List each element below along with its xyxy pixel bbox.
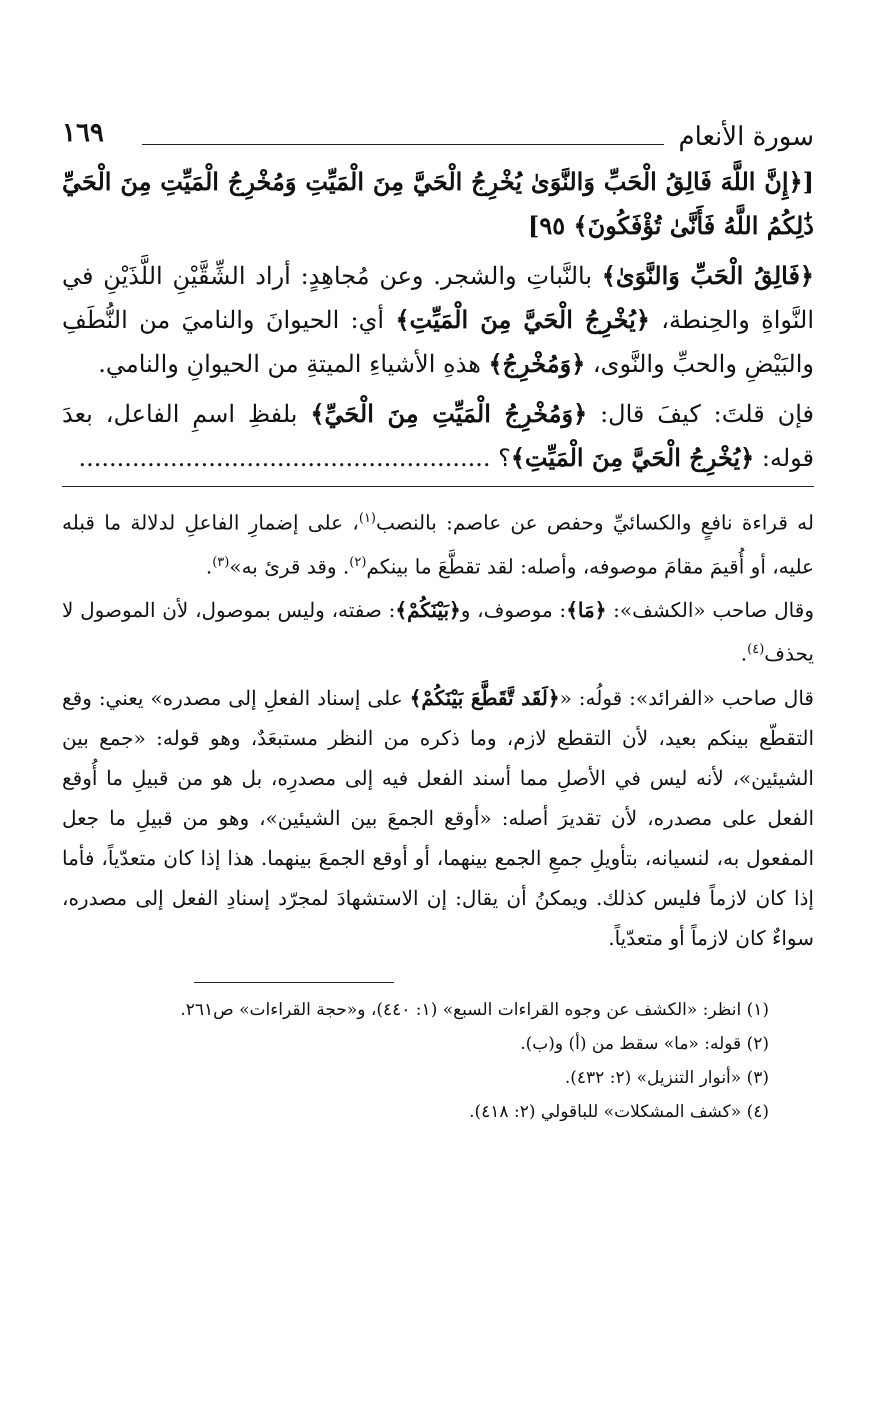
text: : موصوف، و [460,598,567,623]
commentary-paragraph-1 [62,499,814,586]
commentary-paragraph-3 [62,678,814,958]
footnote-ref-4: (٤) [747,642,765,658]
text: . [740,641,748,666]
text: بالنَّباتِ والشجر. وعن مُجاهِدٍ: أراد الشِّقَّيْنِ اللَّذَيْنِ في النَّواةِ والحِنطة، [62,262,815,334]
text: : صفته، وليس بموصول، لأن الموصول لا يحذف [62,598,814,666]
text: وقال صاحب «الكشف»: [606,598,814,623]
page [62,110,814,1129]
text: بلفظِ اسمِ الفاعل، بعدَ قوله: [62,400,814,472]
quote: ﴿بَيْنَكُمْ﴾ [395,598,461,623]
footnotes [62,993,769,1129]
main-text [62,160,814,480]
footnote-ref-3: (٣) [212,554,230,570]
footnote-divider [194,982,394,983]
verse-close-bracket: ] [528,211,540,240]
running-header [62,110,814,150]
verse-text: ﴿إِنَّ اللَّهَ فَالِقُ الْحَبِّ وَالنَّوَىٰ يُخْرِجُ الْحَيَّ مِنَ الْمَيِّتِ وَمُخْرِجُ الْمَيِّتِ مِنَ الْحَيِّ ذَٰلِكُمُ اللَّهُ فَأَنَّىٰ تُؤْفَكُونَ﴾ [62,167,814,240]
text: . [205,554,213,579]
commentary-paragraph-2 [62,590,814,674]
text: . وقد قرئ به» [229,554,350,579]
text: ، على إضمارِ الفاعلِ لدلالة ما قبله عليه، أو أُقيمَ مقامَ موصوفه، وأصله: لقد تقطَّعَ ما بينكم [62,510,814,579]
commentary-text [62,499,814,958]
verse-open-bracket: [ [802,167,814,196]
tafsir-paragraph-2 [62,392,814,480]
footnote-ref-2: (٢) [349,554,367,570]
footnote-4: (٤) «كشف المشكلات» للباقولي (٢: ٤١٨). [469,1101,769,1122]
commentary-divider [62,486,814,487]
quote: ﴿لَقَد تَّقَطَّعَ بَيْنَكُمْ﴾ [409,685,560,710]
footnote-ref-1: (١) [358,511,376,526]
page-number: ١٦٩ [62,118,104,148]
quote: ﴿وَمُخْرِجُ الْمَيِّتِ مِنَ الْحَيِّ﴾ [310,399,588,428]
quote: ﴿يُخْرِجُ الْحَيَّ مِنَ الْمَيِّتِ﴾ [510,443,755,472]
footnote-3: (٣) «أنوار التنزيل» (٢: ٤٣٢). [564,1067,769,1088]
quran-verse [62,160,814,248]
text: أي: الحيوانَ والناميَ من النُّطَفِ والبَيْضِ والحبِّ والنَّوى، [62,306,814,378]
tafsir-paragraph-1 [62,254,814,386]
text: ؟ [498,444,511,472]
surah-title: سورة الأنعام [678,122,814,152]
text: له قراءة نافعٍ والكسائيِّ وحفص عن عاصم: بالنصب [376,510,814,535]
text: على إسناد الفعلِ إلى مصدره» يعني: وقع التقطّع بينكم بعيد، لأن التقطع لازم، وما ذكره من النظر مستبعَدٌ، وهو قوله: «جمع بين الشيئين»، لأنه ليس في الأصلِ مما أسند الفعل فيه إلى مصدرِه، بل هو من قبيلِ ما أُوقع الفعل على مصدره، لأن تقديرَ أصله: «أوقع الجمعَ بين الشيئين»، وهو من قبيلِ ما جعل المفعول به، لنسيانه، بتأويلِ جمعِ الجمع بينهما، أو أوقع الجمعَ بينهما. هذا إذا كان متعدّياً، فأما إذا كان لازماً فليس كذلك. ويمكنُ أن يقال: إن الاستشهادَ لمجرّد إسنادِ الفعل إلى مصدره، سواءٌ كان لازماً أو متعدّياً. [62,685,815,950]
quote: ﴿يُخْرِجُ الْحَيَّ مِنَ الْمَيِّتِ﴾ [395,305,650,334]
verse-number: ٩٥ [539,211,566,240]
text: قال صاحب «الفرائد»: قولُه: « [559,685,814,710]
quote: ﴿مَا﴾ [566,598,607,623]
text: فإن قلتَ: كيفَ قال: [587,400,814,428]
quote: ﴿وَمُخْرِجُ﴾ [488,349,586,378]
footnote-2: (٢) قوله: «ما» سقط من (أ) و(ب). [520,1033,769,1054]
quote: ﴿فَالِقُ الْحَبِّ وَالنَّوَىٰ﴾ [601,261,814,290]
dotted-leader: ...................................................... [78,444,491,472]
text: هذهِ الأشياءِ الميتةِ من الحيوانِ والنامي. [98,350,489,378]
header-rule [142,144,664,145]
footnote-1: (١) انظر: «الكشف عن وجوه القراءات السبع» (١: ٤٤٠)، و«حجة القراءات» ص٢٦١. [180,999,769,1020]
